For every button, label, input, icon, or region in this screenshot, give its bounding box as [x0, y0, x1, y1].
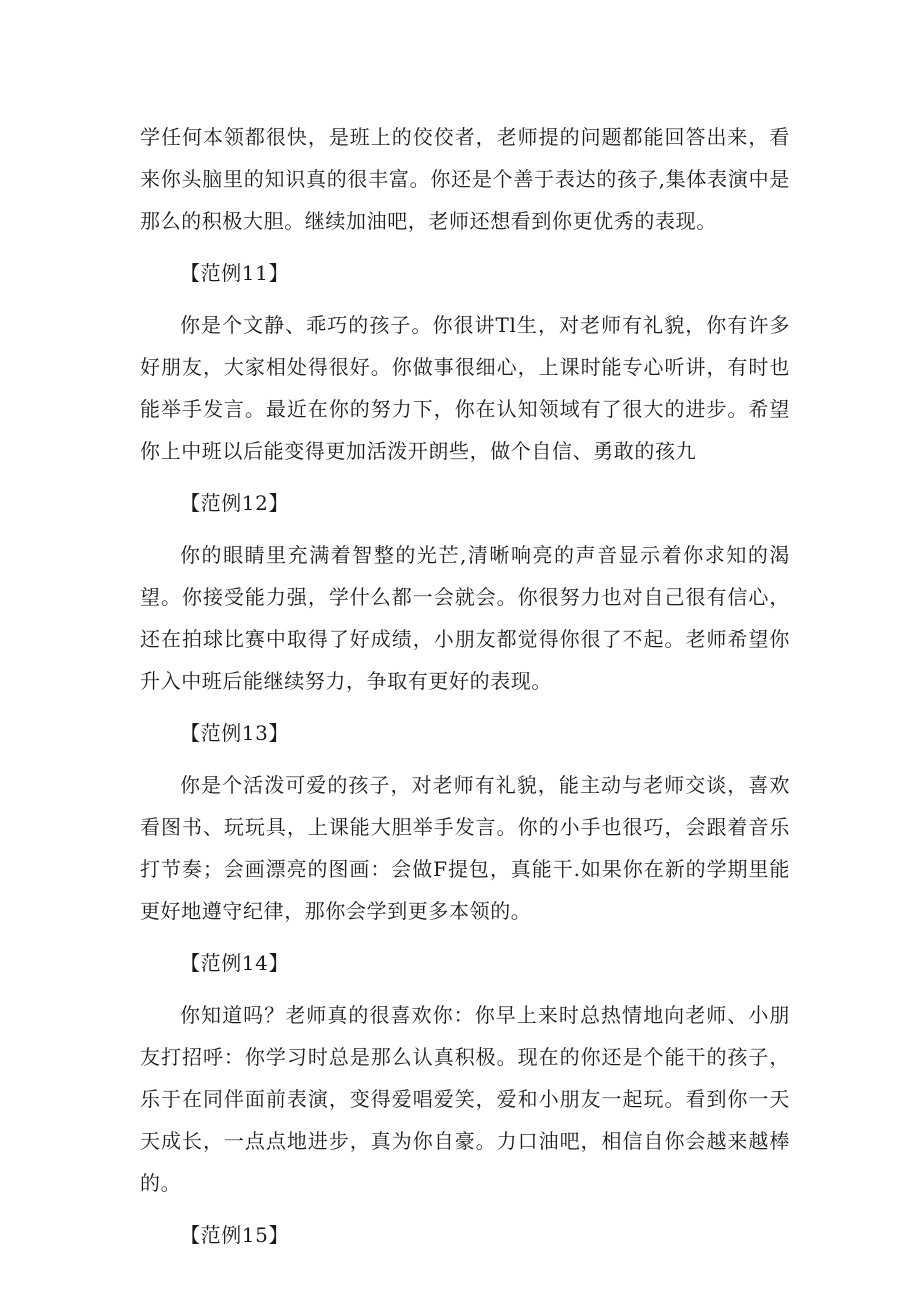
section-paragraph: 你是个活泼可爱的孩子，对老师有礼貌，能主动与老师交谈，喜欢看图书、玩玩具，上课能大胆举手发言。你的小手也很巧，会跟着音乐打节奏；会画漂亮的图画：会做F提包，真能干.如果你在新的学期里能更好地遵守纪律，那你会学到更多本领的。	[140, 773, 790, 923]
section-heading: 【范例15】	[180, 1223, 290, 1247]
intro-paragraph: 学任何本领都很快，是班上的佼佼者，老师提的问题都能回答出来，看来你头脑里的知识真的很丰富。你还是个善于表达的孩子,集体表演中是那么的积极大胆。继续加油吧，老师还想看到你更优秀的表现。	[140, 125, 790, 233]
section-heading: 【范例14】	[180, 951, 290, 975]
section-paragraph: 你是个文静、乖巧的孩子。你很讲Tl生，对老师有礼貌，你有许多好朋友，大家相处得很好。你做事很细心，上课时能专心听讲，有时也能举手发言。最近在你的努力下，你在认知领域有了很大的进步。希望你上中班以后能变得更加活泼开朗些，做个自信、勇敢的孩九	[140, 313, 790, 463]
section-heading: 【范例12】	[180, 491, 290, 515]
section-heading: 【范例11】	[180, 261, 290, 285]
section-example-11	[140, 252, 790, 472]
section-example-14	[140, 942, 790, 1204]
section-example-13	[140, 712, 790, 932]
document-body	[140, 116, 790, 1266]
section-example-12	[140, 482, 790, 702]
section-paragraph: 你的眼睛里充满着智整的光芒,清晰响亮的声音显示着你求知的渴望。你接受能力强，学什么都一会就会。你很努力也对自己很有信心，还在拍球比赛中取得了好成绩，小朋友都觉得你很了不起。老师希望你升入中班后能继续努力，争取有更好的表现。	[140, 543, 790, 693]
section-paragraph: 你知道吗？老师真的很喜欢你：你早上来时总热情地向老师、小朋友打招呼：你学习时总是那么认真积极。现在的你还是个能干的孩子，乐于在同伴面前表演，变得爱唱爱笑，爱和小朋友一起玩。看到你一天天成长，一点点地进步，真为你自豪。力口油吧，相信自你会越来越棒的。	[140, 1003, 790, 1195]
section-heading: 【范例13】	[180, 721, 290, 745]
section-example-15	[140, 1214, 790, 1256]
